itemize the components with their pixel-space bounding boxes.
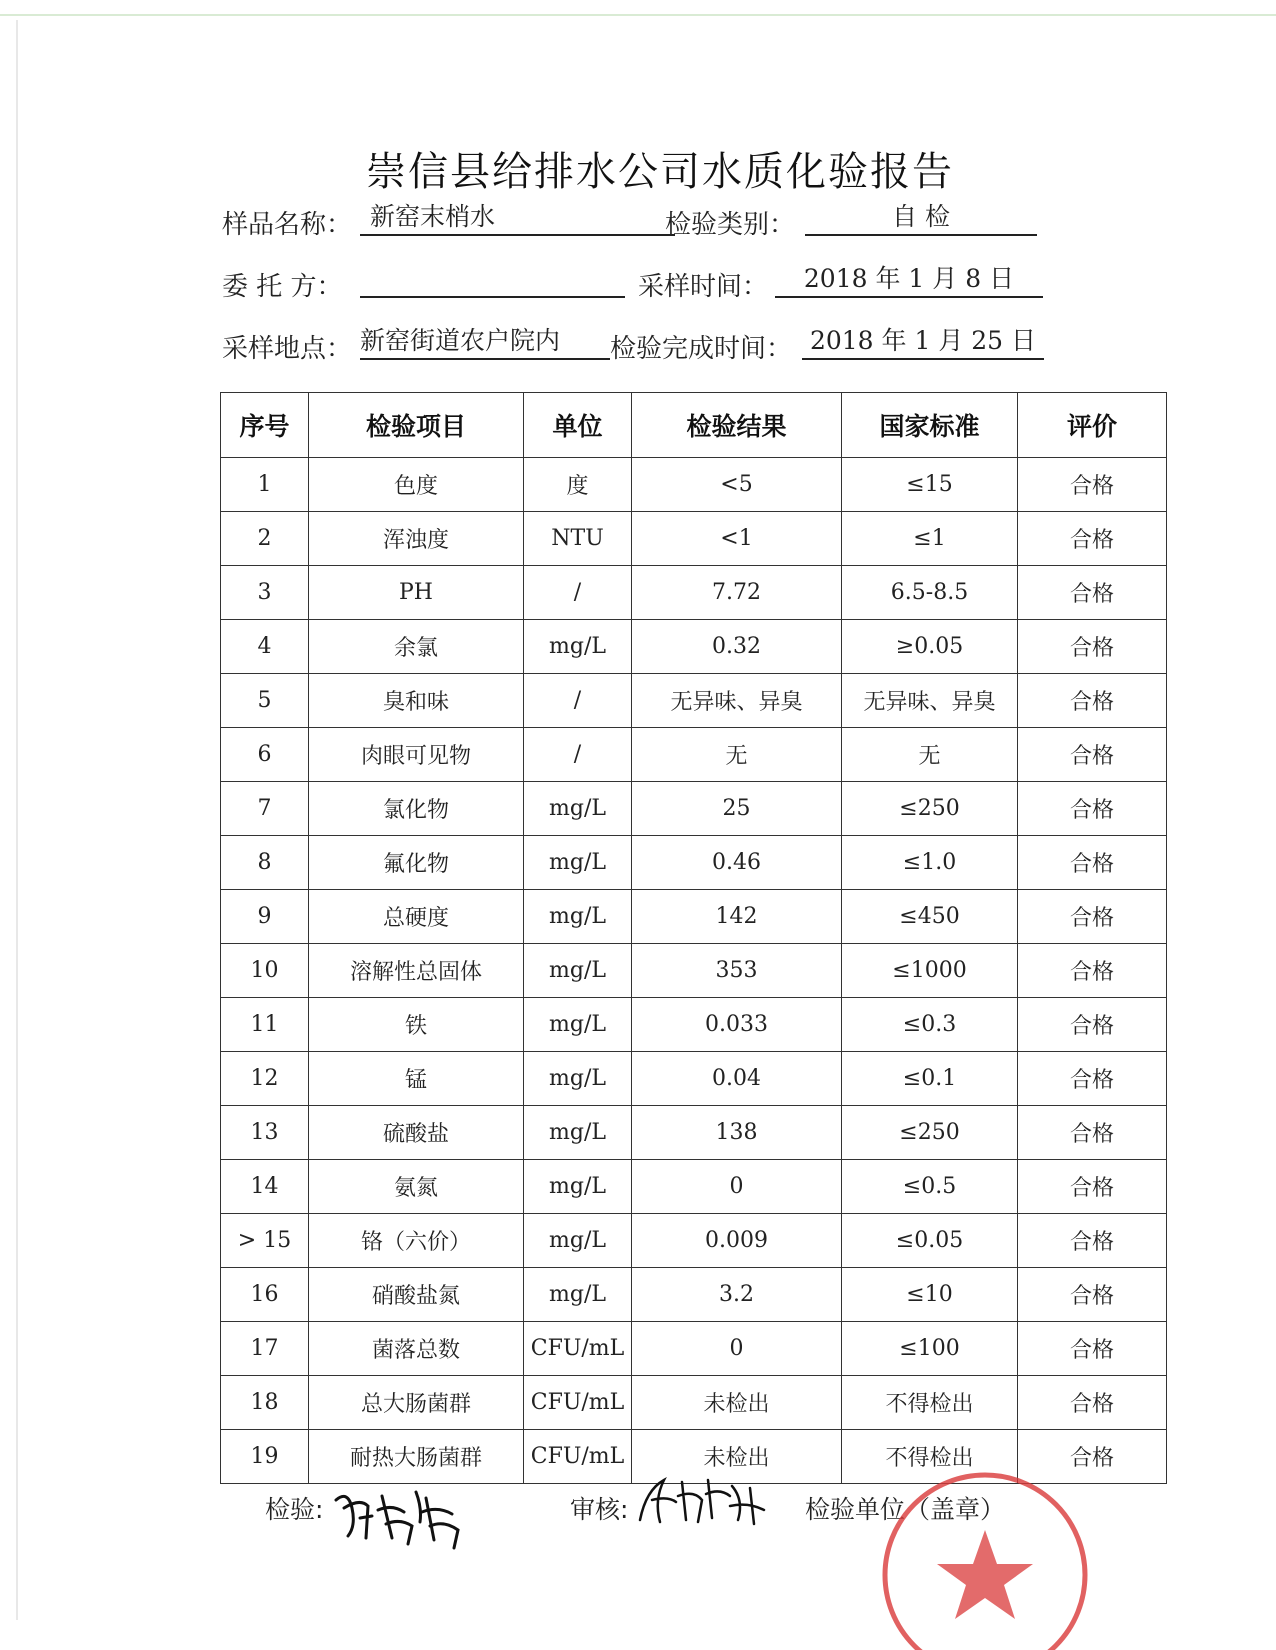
cell-result: 0 [632, 1160, 842, 1214]
sampling-time-value: 2018 年 1 月 8 日 [775, 262, 1043, 298]
cell-item: 臭和味 [309, 674, 524, 728]
cell-evaluation: 合格 [1018, 512, 1167, 566]
cell-result: 0 [632, 1322, 842, 1376]
cell-index: 16 [221, 1268, 309, 1322]
cell-standard: 不得检出 [842, 1430, 1018, 1484]
cell-item: 肉眼可见物 [309, 728, 524, 782]
cell-result: 3.2 [632, 1268, 842, 1322]
cell-unit: CFU/mL [524, 1430, 632, 1484]
inspector-signature-icon [330, 1478, 470, 1550]
table-row [221, 1052, 1167, 1106]
cell-unit: mg/L [524, 620, 632, 674]
cell-standard: ≤100 [842, 1322, 1018, 1376]
cell-item: 耐热大肠菌群 [309, 1430, 524, 1484]
header-standard: 国家标准 [842, 393, 1018, 458]
cell-evaluation: 合格 [1018, 1160, 1167, 1214]
cell-item: 菌落总数 [309, 1322, 524, 1376]
cell-evaluation: 合格 [1018, 1430, 1167, 1484]
cell-result: 未检出 [632, 1376, 842, 1430]
cell-result: 无异味、异臭 [632, 674, 842, 728]
table-row [221, 1268, 1167, 1322]
cell-result: <5 [632, 458, 842, 512]
cell-evaluation: 合格 [1018, 1106, 1167, 1160]
cell-item: 硫酸盐 [309, 1106, 524, 1160]
top-border-line [0, 14, 1276, 16]
cell-evaluation: 合格 [1018, 782, 1167, 836]
test-type-value: 自 检 [805, 200, 1037, 236]
cell-index: > 15 [221, 1214, 309, 1268]
reviewer-signature-icon [632, 1470, 772, 1530]
cell-evaluation: 合格 [1018, 1376, 1167, 1430]
cell-item: 硝酸盐氮 [309, 1268, 524, 1322]
cell-result: 7.72 [632, 566, 842, 620]
sampling-place-value: 新窑街道农户院内 [360, 324, 610, 360]
cell-evaluation: 合格 [1018, 566, 1167, 620]
cell-index: 18 [221, 1376, 309, 1430]
cell-index: 11 [221, 998, 309, 1052]
table-row [221, 1106, 1167, 1160]
completion-time-label: 检验完成时间： [610, 334, 793, 364]
cell-index: 9 [221, 890, 309, 944]
cell-evaluation: 合格 [1018, 1322, 1167, 1376]
inspector-label: 检验: [265, 1495, 324, 1524]
left-scan-edge [16, 20, 18, 1620]
cell-result: 142 [632, 890, 842, 944]
cell-unit: mg/L [524, 1214, 632, 1268]
cell-standard: ≥0.05 [842, 620, 1018, 674]
table-row [221, 1160, 1167, 1214]
cell-result: 0.009 [632, 1214, 842, 1268]
cell-standard: ≤250 [842, 1106, 1018, 1160]
cell-item: 总大肠菌群 [309, 1376, 524, 1430]
cell-unit: / [524, 566, 632, 620]
cell-item: 锰 [309, 1052, 524, 1106]
cell-index: 10 [221, 944, 309, 998]
table-row [221, 944, 1167, 998]
header-result: 检验结果 [632, 393, 842, 458]
sample-name-value: 新窑末梢水 [360, 200, 675, 236]
cell-index: 17 [221, 1322, 309, 1376]
client-value [360, 262, 625, 298]
cell-standard: 无 [842, 728, 1018, 782]
cell-unit: mg/L [524, 998, 632, 1052]
cell-evaluation: 合格 [1018, 1052, 1167, 1106]
cell-standard: ≤1.0 [842, 836, 1018, 890]
cell-evaluation: 合格 [1018, 1214, 1167, 1268]
header-unit: 单位 [524, 393, 632, 458]
table-row [221, 782, 1167, 836]
cell-item: 氨氮 [309, 1160, 524, 1214]
cell-unit: NTU [524, 512, 632, 566]
cell-item: PH [309, 566, 524, 620]
table-row [221, 836, 1167, 890]
cell-standard: ≤1 [842, 512, 1018, 566]
cell-result: 25 [632, 782, 842, 836]
cell-item: 氟化物 [309, 836, 524, 890]
cell-evaluation: 合格 [1018, 1268, 1167, 1322]
cell-evaluation: 合格 [1018, 458, 1167, 512]
cell-evaluation: 合格 [1018, 836, 1167, 890]
table-row [221, 1322, 1167, 1376]
cell-item: 铬（六价） [309, 1214, 524, 1268]
official-seal-icon [870, 1460, 1100, 1650]
cell-standard: ≤0.05 [842, 1214, 1018, 1268]
cell-index: 14 [221, 1160, 309, 1214]
cell-index: 13 [221, 1106, 309, 1160]
table-row [221, 728, 1167, 782]
header-evaluation: 评价 [1018, 393, 1167, 458]
cell-index: 4 [221, 620, 309, 674]
table-row [221, 620, 1167, 674]
table-row [221, 1214, 1167, 1268]
cell-item: 余氯 [309, 620, 524, 674]
cell-item: 铁 [309, 998, 524, 1052]
cell-unit: CFU/mL [524, 1376, 632, 1430]
cell-unit: mg/L [524, 890, 632, 944]
cell-result: 138 [632, 1106, 842, 1160]
cell-standard: ≤10 [842, 1268, 1018, 1322]
results-table [220, 392, 1167, 1484]
cell-evaluation: 合格 [1018, 944, 1167, 998]
cell-unit: mg/L [524, 1268, 632, 1322]
cell-index: 6 [221, 728, 309, 782]
cell-item: 总硬度 [309, 890, 524, 944]
cell-index: 2 [221, 512, 309, 566]
sample-name-label: 样品名称： [222, 210, 353, 240]
cell-standard: ≤1000 [842, 944, 1018, 998]
cell-result: <1 [632, 512, 842, 566]
table-row [221, 512, 1167, 566]
cell-index: 1 [221, 458, 309, 512]
cell-item: 溶解性总固体 [309, 944, 524, 998]
table-row [221, 458, 1167, 512]
cell-unit: mg/L [524, 1052, 632, 1106]
header-item: 检验项目 [309, 393, 524, 458]
cell-result: 0.04 [632, 1052, 842, 1106]
cell-index: 5 [221, 674, 309, 728]
cell-result: 未检出 [632, 1430, 842, 1484]
table-header-row [221, 393, 1167, 458]
table-body [221, 458, 1167, 1484]
cell-unit: 度 [524, 458, 632, 512]
report-title: 崇信县给排水公司水质化验报告 [366, 149, 954, 195]
table-row [221, 998, 1167, 1052]
cell-unit: mg/L [524, 782, 632, 836]
cell-unit: / [524, 728, 632, 782]
cell-item: 色度 [309, 458, 524, 512]
client-label: 委 托 方： [222, 272, 343, 302]
cell-evaluation: 合格 [1018, 728, 1167, 782]
cell-unit: mg/L [524, 1106, 632, 1160]
table-row [221, 674, 1167, 728]
cell-standard: ≤250 [842, 782, 1018, 836]
cell-standard: 不得检出 [842, 1376, 1018, 1430]
cell-index: 3 [221, 566, 309, 620]
cell-evaluation: 合格 [1018, 620, 1167, 674]
cell-result: 无 [632, 728, 842, 782]
cell-standard: ≤0.3 [842, 998, 1018, 1052]
cell-index: 19 [221, 1430, 309, 1484]
cell-evaluation: 合格 [1018, 890, 1167, 944]
cell-evaluation: 合格 [1018, 674, 1167, 728]
cell-evaluation: 合格 [1018, 998, 1167, 1052]
cell-standard: 6.5-8.5 [842, 566, 1018, 620]
cell-result: 0.32 [632, 620, 842, 674]
sampling-time-label: 采样时间： [638, 272, 769, 302]
inspection-unit-label: 检验单位（盖章） [805, 1495, 1006, 1524]
reviewer-label: 审核: [570, 1495, 629, 1524]
cell-standard: ≤15 [842, 458, 1018, 512]
cell-result: 353 [632, 944, 842, 998]
cell-unit: CFU/mL [524, 1322, 632, 1376]
completion-time-value: 2018 年 1 月 25 日 [802, 324, 1044, 360]
cell-unit: mg/L [524, 944, 632, 998]
cell-standard: ≤450 [842, 890, 1018, 944]
cell-item: 浑浊度 [309, 512, 524, 566]
cell-unit: / [524, 674, 632, 728]
table-row [221, 890, 1167, 944]
table-row [221, 1376, 1167, 1430]
cell-standard: ≤0.1 [842, 1052, 1018, 1106]
sampling-place-label: 采样地点： [222, 334, 353, 364]
cell-index: 8 [221, 836, 309, 890]
cell-item: 氯化物 [309, 782, 524, 836]
cell-standard: ≤0.5 [842, 1160, 1018, 1214]
cell-index: 12 [221, 1052, 309, 1106]
test-type-label: 检验类别： [665, 210, 796, 240]
cell-unit: mg/L [524, 1160, 632, 1214]
table-row [221, 566, 1167, 620]
cell-standard: 无异味、异臭 [842, 674, 1018, 728]
cell-result: 0.033 [632, 998, 842, 1052]
cell-index: 7 [221, 782, 309, 836]
cell-unit: mg/L [524, 836, 632, 890]
cell-result: 0.46 [632, 836, 842, 890]
header-index: 序号 [221, 393, 309, 458]
